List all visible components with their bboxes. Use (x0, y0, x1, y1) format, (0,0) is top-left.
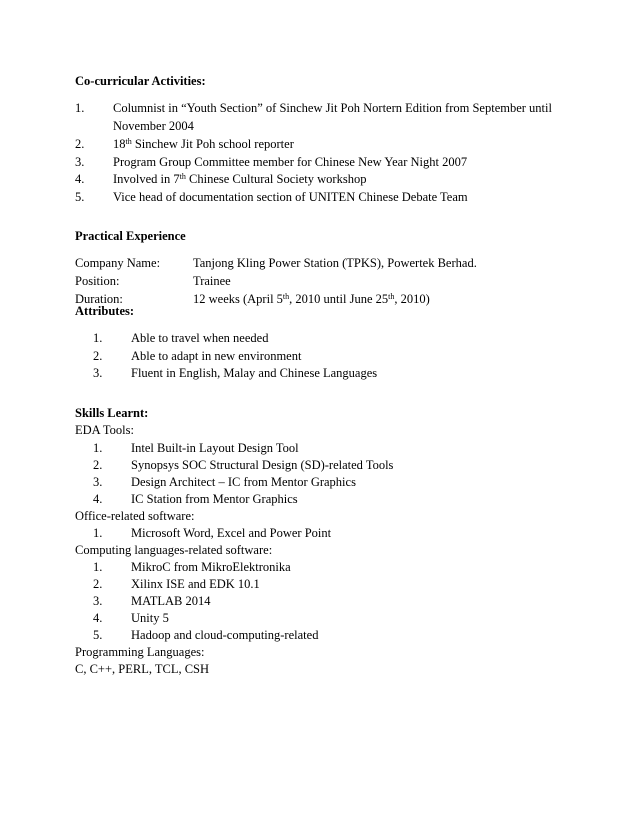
office-item-number: 1. (93, 526, 103, 540)
duration-label: Duration: (75, 292, 123, 306)
computing-item-number: 1. (93, 560, 103, 574)
computing-item: Unity 5 (131, 611, 169, 625)
eda-item: Design Architect – IC from Mentor Graphics (131, 475, 356, 489)
attribute-item-number: 3. (93, 366, 103, 380)
practical-heading: Practical Experience (75, 229, 186, 243)
cocurricular-item-number: 5. (75, 190, 85, 204)
cocurricular-item-number: 3. (75, 155, 85, 169)
computing-item-number: 5. (93, 628, 103, 642)
attribute-item-number: 1. (93, 331, 103, 345)
office-item: Microsoft Word, Excel and Power Point (131, 526, 332, 540)
computing-item: MikroC from MikroElektronika (131, 560, 291, 574)
computing-item-number: 4. (93, 611, 103, 625)
computing-item-number: 2. (93, 577, 103, 591)
cocurricular-item-number: 1. (75, 101, 85, 115)
attribute-item: Able to travel when needed (131, 331, 269, 345)
programming-languages-label: Programming Languages: (75, 645, 205, 659)
eda-tools-label: EDA Tools: (75, 423, 134, 437)
cocurricular-item: Involved in 7th Chinese Cultural Society workshop (113, 172, 367, 186)
eda-item-number: 2. (93, 458, 103, 472)
office-software-label: Office-related software: (75, 509, 195, 523)
cocurricular-item: Program Group Committee member for Chinese New Year Night 2007 (113, 155, 468, 169)
cocurricular-heading: Co-curricular Activities: (75, 74, 206, 88)
attribute-item-number: 2. (93, 349, 103, 363)
company-value: Tanjong Kling Power Station (TPKS), Powertek Berhad. (193, 256, 477, 270)
eda-item-number: 3. (93, 475, 103, 489)
computing-item: Hadoop and cloud-computing-related (131, 628, 319, 642)
eda-item: Synopsys SOC Structural Design (SD)-related Tools (131, 458, 394, 472)
eda-item: Intel Built-in Layout Design Tool (131, 441, 299, 455)
cocurricular-item-number: 4. (75, 172, 85, 186)
skills-heading: Skills Learnt: (75, 406, 149, 420)
eda-item-number: 4. (93, 492, 103, 506)
position-value: Trainee (193, 274, 231, 288)
computing-item-number: 3. (93, 594, 103, 608)
computing-software-label: Computing languages-related software: (75, 543, 273, 557)
position-label: Position: (75, 274, 120, 288)
eda-item: IC Station from Mentor Graphics (131, 492, 298, 506)
cocurricular-item-continuation: November 2004 (113, 119, 194, 133)
programming-languages-value: C, C++, PERL, TCL, CSH (75, 662, 210, 676)
eda-item-number: 1. (93, 441, 103, 455)
duration-value: 12 weeks (April 5th, 2010 until June 25th, 2010) (193, 292, 430, 306)
company-label: Company Name: (75, 256, 161, 270)
cocurricular-item: Columnist in “Youth Section” of Sinchew Jit Poh Nortern Edition from September until (113, 101, 552, 115)
computing-item: Xilinx ISE and EDK 10.1 (131, 577, 260, 591)
cocurricular-item: 18th Sinchew Jit Poh school reporter (113, 137, 294, 151)
attributes-heading: Attributes: (75, 304, 135, 318)
cocurricular-item-number: 2. (75, 137, 85, 151)
computing-item: MATLAB 2014 (131, 594, 211, 608)
attribute-item: Fluent in English, Malay and Chinese Languages (131, 366, 378, 380)
attribute-item: Able to adapt in new environment (131, 349, 302, 363)
cocurricular-item: Vice head of documentation section of UNITEN Chinese Debate Team (113, 190, 468, 204)
